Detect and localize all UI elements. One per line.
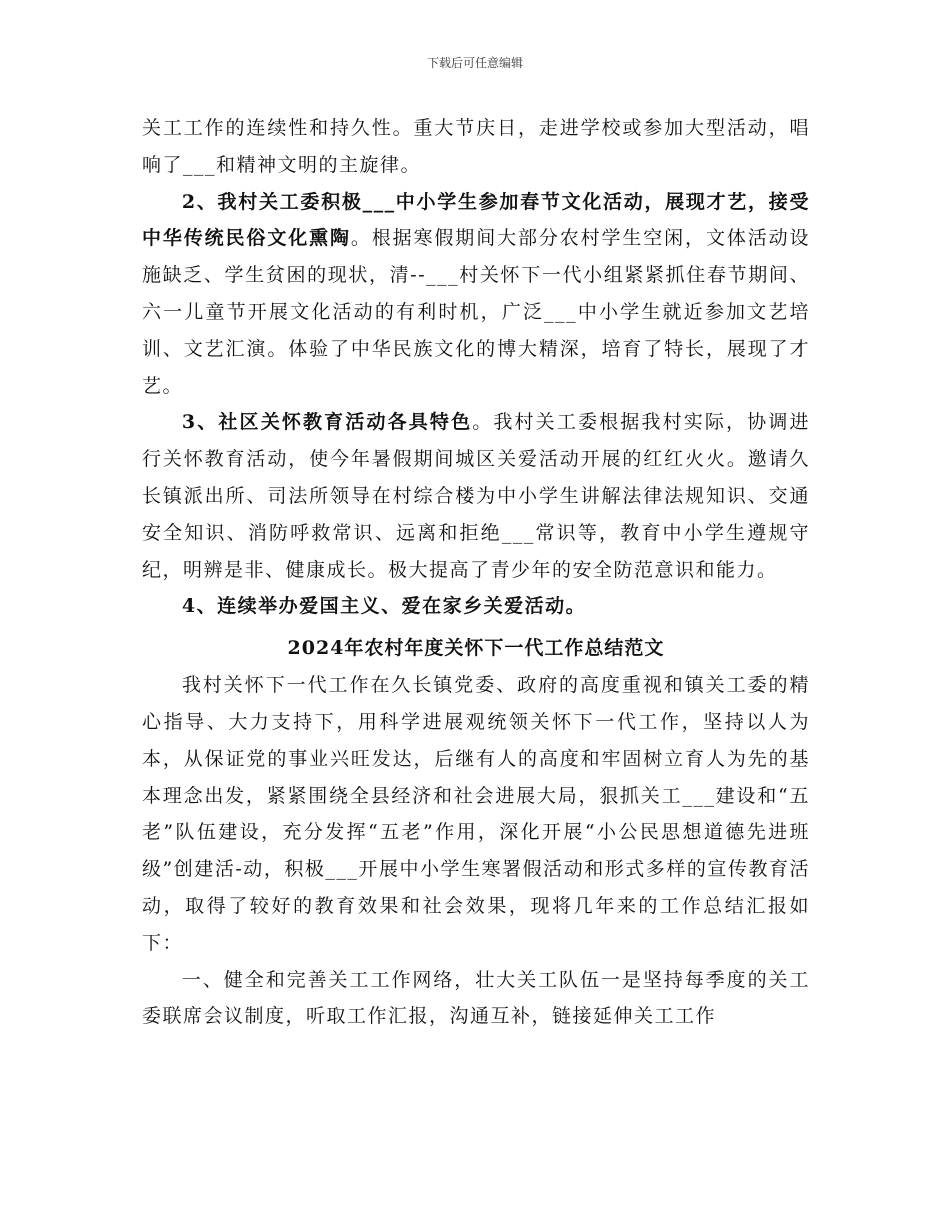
- item-3-text: 。我村关工委根据我村实际，协调进行关怀教育活动，使今年暑假期间城区关爱活动开展的红红火火。邀请久长镇派出所、司法所领导在村综合楼为中小学生讲解法律法规知识、交通安全知识、消防呼救常识、远离和拒绝___常识等，教育中小学生遵规守纪，明辨是非、健康成长。极大提高了青少年的安全防范意识和能力。: [142, 411, 810, 581]
- paragraph-item-3: [142, 404, 810, 588]
- paragraph-item-2: [142, 184, 810, 405]
- item-2-heading: 2、我村关工委积极___中小学生参加春节文化活动，展现才艺，接受中华传统民俗文化熏陶: [142, 190, 810, 250]
- paragraph-continuation: 关工工作的连续性和持久性。重大节庆日，走进学校或参加大型活动，唱响了___和精神文明的主旋律。: [142, 117, 810, 176]
- item-3-heading: 3、社区关怀教育活动各具特色: [181, 411, 473, 434]
- paragraph-section-1: 一、健全和完善关工工作网络，壮大关工队伍一是坚持每季度的关工委联席会议制度，听取工作汇报，沟通互补，链接延伸关工工作: [142, 968, 810, 1028]
- document-title: 2024年农村年度关怀下一代工作总结范文: [287, 637, 665, 660]
- paragraph-item-4: 4、连续举办爱国主义、爱在家乡关爱活动。: [181, 595, 587, 618]
- page-header: 下载后可任意编辑: [426, 56, 523, 70]
- paragraph-intro: 我村关怀下一代工作在久长镇党委、政府的高度重视和镇关工委的精心指导、大力支持下，用科学进展观统领关怀下一代工作，坚持以人为本，从保证党的事业兴旺发达，后继有人的高度和牢固树立育人为先的基本理念出发，紧紧围绕全县经济和社会进展大局，狠抓关工___建设和“五老”队伍建设，充分发挥“五老”作用，深化开展“小公民思想道德先进班级”创建活-动，积极___开展中小学生寒署假活动和形式多样的宣传教育活动，取得了较好的教育效果和社会效果，现将几年来的工作总结汇报如下：: [142, 674, 810, 954]
- item-2-text: 。根据寒假期间大部分农村学生空闲，文体活动设施缺乏、学生贫困的现状，清--___村关怀下一代小组紧紧抓住春节期间、六一儿童节开展文化活动的有利时机，广泛___中小学生就近参加文艺培训、文艺汇演。体验了中华民族文化的博大精深，培育了特长，展现了才艺。: [142, 227, 810, 397]
- document-body: [142, 110, 810, 1035]
